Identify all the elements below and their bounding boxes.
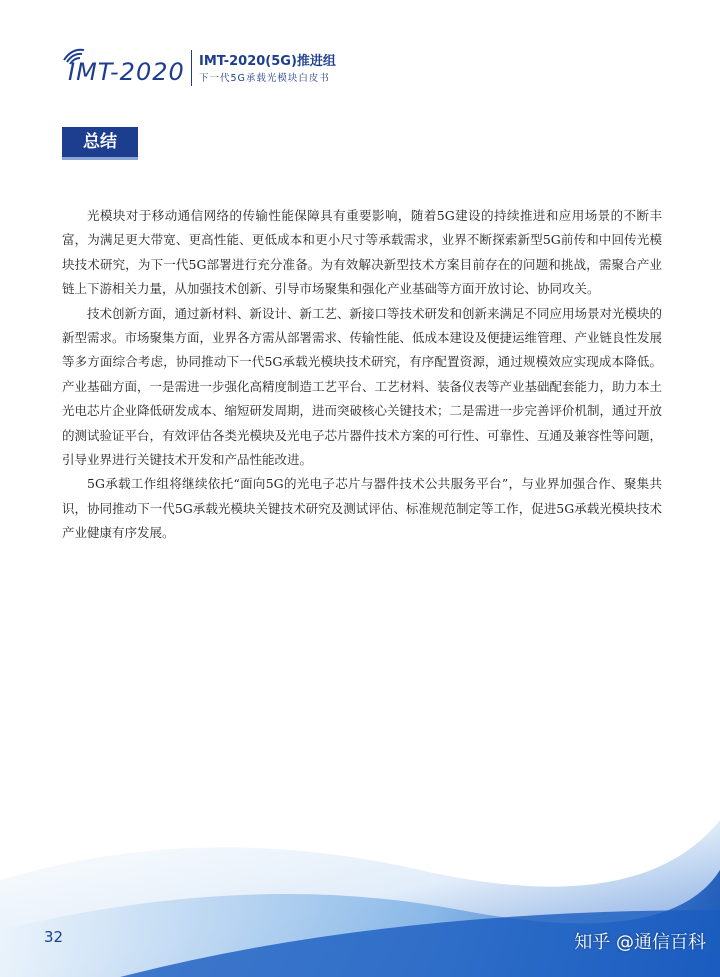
page-number: 32 [44, 928, 64, 946]
logo-text: IMT-2020 [68, 58, 185, 86]
section-heading [62, 127, 138, 157]
section-title: 总结 [83, 132, 117, 152]
watermark: 知乎 @通信百科 [574, 932, 706, 953]
header-title: IMT-2020(5G)推进组 [199, 54, 336, 69]
imt2020-logo [58, 44, 188, 90]
section-underline [62, 157, 138, 160]
header-divider [191, 50, 192, 86]
paragraph: 5G承载工作组将继续依托“面向5G的光电子芯片与器件技术公共服务平台”，与业界加强合作、聚集共识，协同推动下一代5G承载光模块关键技术研究及测试评估、标准规范制定等工作，促进5G承载光模块技术产业健康有序发展。 [62, 476, 662, 541]
paragraph: 光模块对于移动通信网络的传输性能保障具有重要影响，随着5G建设的持续推进和应用场景的不断丰富，为满足更大带宽、更高性能、更低成本和更小尺寸等承载需求，业界不断探索新型5G前传和中回传光模块技术研究，为下一代5G部署进行充分准备。为有效解决新型技术方案目前存在的问题和挑战，需聚合产业链上下游相关力量，从加强技术创新、引导市场聚集和强化产业基础等方面开放讨论、协同攻关。 [62, 208, 662, 297]
header-subtitle: 下一代5G承载光模块白皮书 [199, 73, 330, 84]
paragraph: 技术创新方面，通过新材料、新设计、新工艺、新接口等技术研发和创新来满足不同应用场景对光模块的新型需求。市场聚集方面，业界各方需从部署需求、传输性能、低成本建设及便捷运维管理、产业链良性发展等多方面综合考虑，协同推动下一代5G承载光模块技术研究，有序配置资源，通过规模效应实现成本降低。产业基础方面，一是需进一步强化高精度制造工艺平台、工艺材料、装备仪表等产业基础配套能力，助力本土光电芯片企业降低研发成本、缩短研发周期，进而突破核心关键技术；二是需进一步完善评价机制，通过开放的测试验证平台，有效评估各类光模块及光电子芯片器件技术方案的可行性、可靠性、互通及兼容性等问题，引导业界进行关键技术开发和产品性能改进。 [62, 305, 663, 468]
body-text [62, 204, 662, 546]
